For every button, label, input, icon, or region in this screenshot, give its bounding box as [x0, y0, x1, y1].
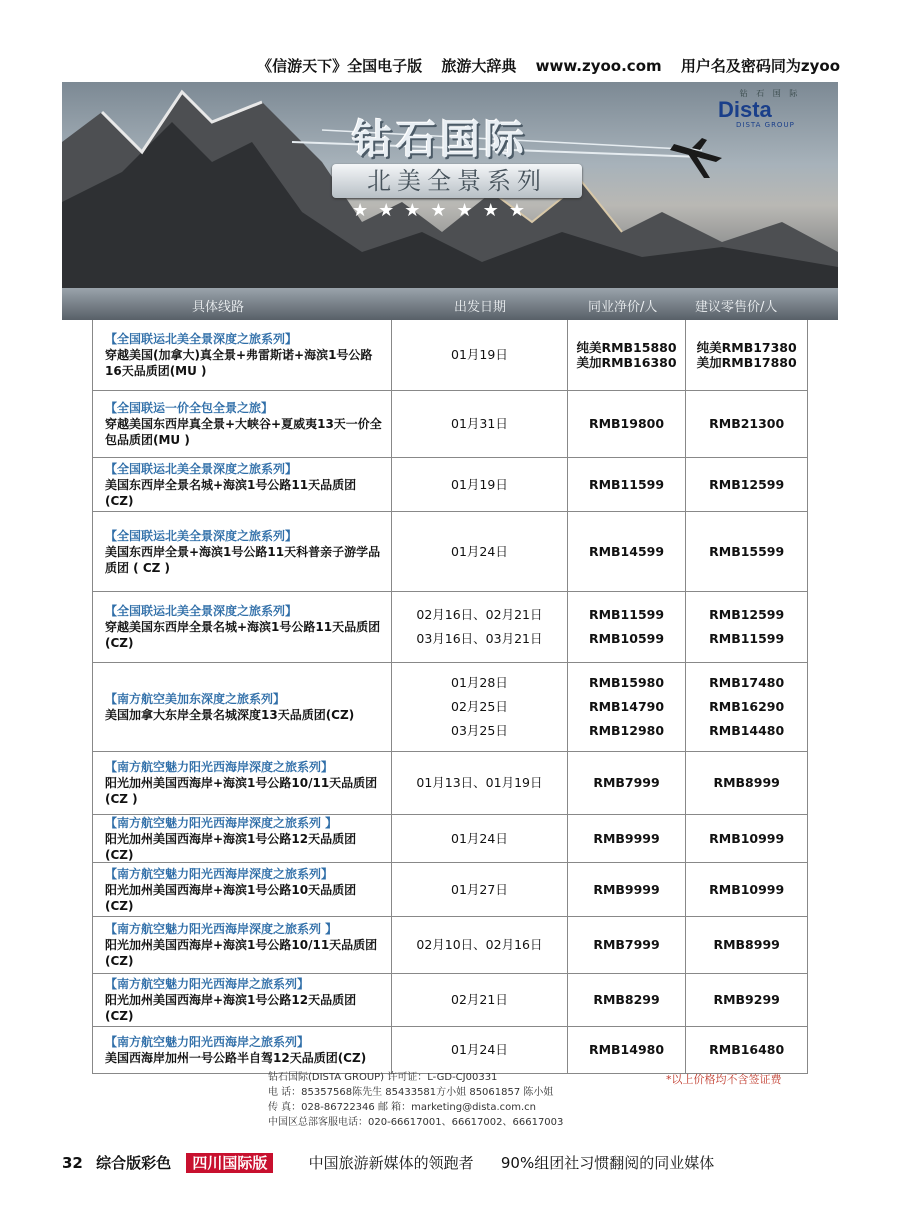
- date-value: 02月21日: [451, 992, 508, 1007]
- route-desc: 美国西海岸加州一号公路半自驾12天品质团(CZ): [105, 1051, 367, 1065]
- route-cell: [93, 917, 392, 973]
- table-row: [93, 1027, 807, 1074]
- contact-line: 中国区总部客服电话：020-66617001、66617002、66617003: [268, 1117, 564, 1128]
- date-value: 01月31日: [451, 416, 508, 431]
- route-desc: 穿越美国东西岸真全景+大峡谷+夏威夷13天一价全包品质团(MU ): [105, 417, 382, 447]
- date-value: 02月25日: [451, 699, 508, 714]
- route-cell: [93, 752, 392, 814]
- dista-logo: [710, 88, 830, 132]
- date-cell: [392, 663, 568, 751]
- retail-price: RMB9299: [713, 992, 780, 1007]
- date-cell: [392, 320, 568, 390]
- route-series: 【南方航空魅力阳光西海岸深度之旅系列】: [105, 866, 334, 881]
- net-price: RMB9999: [593, 881, 660, 897]
- visa-note: *以上价格均不含签证费: [666, 1073, 782, 1086]
- route-series: 【全国联运北美全景深度之旅系列】: [105, 528, 298, 543]
- net-price-cell: [568, 663, 687, 751]
- date-value: 01月27日: [451, 881, 508, 897]
- route-desc: 阳光加州美国西海岸+海滨1号公路10天品质团(CZ): [105, 882, 357, 913]
- price-table: [92, 320, 808, 1074]
- slogan: 90%组团社习惯翻阅的同业媒体: [500, 1154, 715, 1172]
- net-price-cell: [568, 391, 687, 457]
- header-link[interactable]: www.zyoo.com: [535, 57, 662, 75]
- net-price-cell: [568, 458, 687, 511]
- net-price-cell: [568, 512, 687, 591]
- contact-line: 钻石国际(DISTA GROUP) 许可证：L-GD-CJ00331: [268, 1072, 498, 1083]
- route-series: 【南方航空魅力阳光西海岸深度之旅系列】: [105, 760, 334, 774]
- retail-price-cell: [686, 752, 807, 814]
- net-price: RMB14790: [588, 699, 665, 714]
- retail-price: RMB10999: [709, 830, 785, 846]
- date-value: 02月16日、02月21日: [416, 607, 543, 622]
- table-row: [93, 863, 807, 917]
- net-price-cell: [568, 592, 687, 662]
- slogan: 中国旅游新媒体的领跑者: [308, 1154, 474, 1172]
- banner-subtitle: 北美全景系列: [332, 164, 582, 198]
- route-cell: [93, 815, 392, 862]
- table-row: [93, 815, 807, 863]
- column-header-bar: [62, 288, 838, 320]
- route-cell: [93, 974, 392, 1026]
- date-cell: [392, 815, 568, 862]
- retail-price: RMB10999: [709, 881, 785, 897]
- retail-price: RMB21300: [709, 416, 785, 431]
- net-price-cell: [568, 1027, 687, 1073]
- retail-price-cell: [686, 320, 807, 390]
- section-label: 综合版彩色: [96, 1154, 172, 1172]
- column-header-retail: 建议零售价/人: [695, 300, 778, 315]
- net-price: RMB7999: [593, 937, 660, 952]
- net-price-cell: [568, 320, 687, 390]
- table-row: [93, 917, 807, 974]
- date-value: 01月24日: [451, 830, 508, 846]
- net-price: RMB12980: [588, 723, 665, 738]
- logo-name: Dista: [718, 97, 772, 122]
- page-number: 32: [62, 1154, 83, 1172]
- header-bar: [0, 52, 900, 80]
- table-row: [93, 752, 807, 815]
- retail-price-cell: [686, 663, 807, 751]
- edition-badge: 四川国际版: [186, 1153, 273, 1173]
- retail-price: RMB16290: [709, 699, 785, 714]
- retail-price: RMB14480: [709, 723, 785, 738]
- retail-price-cell: [686, 391, 807, 457]
- route-desc: 美国加拿大东岸全景名城深度13天品质团(CZ): [105, 708, 355, 722]
- route-desc: 阳光加州美国西海岸+海滨1号公路10/11天品质团(CZ ): [105, 776, 378, 806]
- retail-price-cell: [686, 458, 807, 511]
- date-value: 01月24日: [451, 1042, 508, 1057]
- column-header-date: 出发日期: [454, 300, 507, 315]
- net-price-cell: [568, 863, 687, 916]
- retail-price: RMB16480: [709, 1042, 785, 1057]
- date-value: 01月19日: [451, 347, 508, 362]
- net-price: RMB11599: [588, 476, 665, 492]
- net-price: RMB19800: [588, 416, 665, 431]
- retail-price: RMB12599: [709, 607, 785, 622]
- route-cell: [93, 320, 392, 390]
- route-series: 【南方航空美加东深度之旅系列】: [105, 692, 286, 706]
- route-desc: 美国东西岸全景+海滨1号公路11天科普亲子游学品质团 ( CZ ): [105, 544, 381, 575]
- net-price: 纯美RMB15880: [576, 340, 677, 355]
- route-desc: 美国东西岸全景名城+海滨1号公路11天品质团(CZ): [105, 477, 357, 508]
- retail-price: 纯美RMB17380: [696, 340, 797, 355]
- net-price: RMB15980: [588, 675, 665, 690]
- net-price: RMB8299: [593, 992, 660, 1007]
- retail-price: RMB11599: [709, 631, 785, 646]
- retail-price: RMB8999: [713, 937, 780, 952]
- route-desc: 穿越美国东西岸全景名城+海滨1号公路11天品质团(CZ): [105, 620, 381, 650]
- retail-price: RMB8999: [713, 775, 780, 790]
- column-header-net: 同业净价/人: [588, 300, 658, 315]
- retail-price-cell: [686, 974, 807, 1026]
- route-series: 【南方航空魅力阳光西海岸之旅系列】: [105, 1035, 310, 1049]
- retail-price-cell: [686, 512, 807, 591]
- date-cell: [392, 1027, 568, 1073]
- date-cell: [392, 391, 568, 457]
- route-series: 【南方航空魅力阳光西海岸深度之旅系列 】: [105, 815, 338, 830]
- date-value: 03月16日、03月21日: [416, 631, 543, 646]
- net-price: RMB14599: [588, 543, 665, 559]
- page-footer-bar: [62, 1151, 852, 1175]
- route-series: 【全国联运北美全景深度之旅系列】: [105, 461, 298, 476]
- date-cell: [392, 917, 568, 973]
- airplane-icon: [670, 138, 722, 178]
- retail-price-cell: [686, 863, 807, 916]
- date-value: 01月19日: [451, 476, 508, 492]
- header-item: 旅游大辞典: [441, 57, 517, 75]
- route-cell: [93, 458, 392, 511]
- star-rating-icon: ★★★★★★★: [352, 200, 535, 221]
- table-row: [93, 592, 807, 663]
- route-series: 【全国联运北美全景深度之旅系列】: [105, 604, 298, 618]
- table-row: [93, 512, 807, 592]
- date-value: 02月10日、02月16日: [416, 937, 543, 952]
- route-cell: [93, 663, 392, 751]
- retail-price: 美加RMB17880: [696, 355, 797, 370]
- date-cell: [392, 863, 568, 916]
- retail-price-cell: [686, 815, 807, 862]
- route-desc: 阳光加州美国西海岸+海滨1号公路12天品质团(CZ): [105, 993, 357, 1023]
- contact-line: 传 真：028-86722346 邮 箱：marketing@dista.com.cn: [268, 1102, 537, 1113]
- retail-price-cell: [686, 1027, 807, 1073]
- table-row: [93, 458, 807, 512]
- table-row: [93, 320, 807, 391]
- date-cell: [392, 458, 568, 511]
- route-cell: [93, 863, 392, 916]
- banner-title: 钻石国际: [352, 117, 528, 163]
- net-price: 美加RMB16380: [576, 355, 677, 370]
- banner: [62, 82, 838, 288]
- column-header-route: 具体线路: [192, 300, 245, 315]
- header-item: 《信游天下》全国电子版: [257, 57, 423, 75]
- date-value: 01月13日、01月19日: [416, 775, 543, 790]
- route-desc: 阳光加州美国西海岸+海滨1号公路12天品质团(CZ): [105, 831, 357, 862]
- net-price-cell: [568, 974, 687, 1026]
- route-series: 【全国联运一价全包全景之旅】: [105, 401, 274, 415]
- date-cell: [392, 592, 568, 662]
- date-cell: [392, 752, 568, 814]
- net-price: RMB14980: [588, 1042, 665, 1057]
- net-price-cell: [568, 815, 687, 862]
- route-series: 【南方航空魅力阳光西海岸深度之旅系列 】: [105, 922, 338, 936]
- retail-price-cell: [686, 592, 807, 662]
- date-cell: [392, 974, 568, 1026]
- date-cell: [392, 512, 568, 591]
- net-price: RMB11599: [588, 607, 665, 622]
- logo-group: DISTA GROUP: [736, 121, 795, 129]
- retail-price-cell: [686, 917, 807, 973]
- route-cell: [93, 592, 392, 662]
- route-series: 【南方航空魅力阳光西海岸之旅系列】: [105, 977, 310, 991]
- retail-price: RMB17480: [709, 675, 785, 690]
- contact-info: [268, 1070, 563, 1130]
- retail-price: RMB12599: [709, 476, 785, 492]
- net-price: RMB9999: [593, 830, 660, 846]
- route-cell: [93, 1027, 392, 1073]
- logo-cn: 钻 石 国 际: [739, 89, 801, 98]
- contact-line: 电 话：85357568陈先生 85433581方小姐 85061857 陈小姐: [268, 1087, 554, 1098]
- net-price: RMB10599: [588, 631, 665, 646]
- route-cell: [93, 512, 392, 591]
- date-value: 01月28日: [451, 675, 508, 690]
- table-row: [93, 974, 807, 1027]
- date-value: 01月24日: [451, 543, 508, 559]
- table-row: [93, 663, 807, 752]
- route-desc: 阳光加州美国西海岸+海滨1号公路10/11天品质团(CZ): [105, 938, 378, 968]
- net-price-cell: [568, 752, 687, 814]
- net-price: RMB7999: [593, 775, 660, 790]
- date-value: 03月25日: [451, 723, 508, 738]
- route-cell: [93, 391, 392, 457]
- route-desc: 穿越美国(加拿大)真全景+弗雷斯诺+海滨1号公路16天品质团(MU ): [105, 348, 373, 378]
- header-item: 用户名及密码同为zyoo: [680, 57, 840, 75]
- route-series: 【全国联运北美全景深度之旅系列】: [105, 332, 298, 346]
- retail-price: RMB15599: [709, 543, 785, 559]
- table-row: [93, 391, 807, 458]
- net-price-cell: [568, 917, 687, 973]
